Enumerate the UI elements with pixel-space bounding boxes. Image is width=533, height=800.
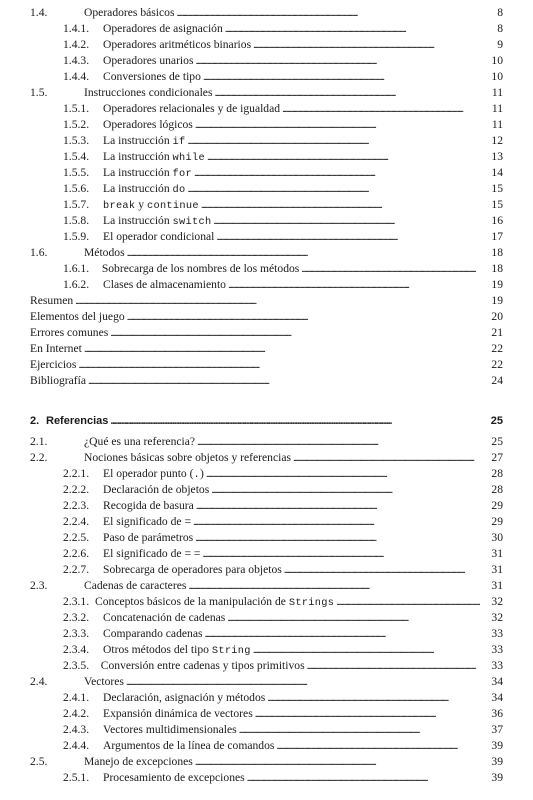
- toc-entry-title: Vectores multidimensionales: [103, 723, 237, 736]
- toc-entry-page: 34: [491, 691, 503, 704]
- toc-entry-title: Operadores aritméticos binarios: [103, 38, 252, 51]
- toc-entry-page: 33: [491, 643, 503, 656]
- toc-entry-title: Vectores: [84, 675, 124, 688]
- toc-entry-page: 22: [491, 342, 503, 355]
- toc-entry-title: Declaración, asignación y métodos: [103, 691, 266, 704]
- dot-leader: [228, 277, 475, 293]
- toc-entry-page: 31: [491, 563, 503, 576]
- dot-leader: [75, 293, 475, 309]
- toc-entry: [30, 293, 503, 309]
- dot-leader: [284, 562, 475, 578]
- toc-entry: [63, 738, 503, 754]
- toc-entry-title: La instrucción switch: [103, 214, 212, 228]
- toc-entry-title: El significado de =: [103, 515, 191, 528]
- toc-entry: [63, 277, 503, 293]
- toc-entry-page: 12: [491, 134, 503, 147]
- toc-entry-title: Clases de almacenamiento: [103, 278, 226, 291]
- toc-entry-title: La instrucción while: [103, 150, 205, 164]
- toc-entry-title: Errores comunes: [30, 326, 109, 339]
- toc-entry-number: 1.5.8.: [63, 214, 90, 227]
- dot-leader: [195, 530, 475, 546]
- dot-leader: [293, 450, 475, 466]
- toc-entry-number: 2.4.4.: [63, 739, 90, 752]
- dot-leader: [216, 229, 475, 245]
- toc-entry-number: 1.4.1.: [63, 22, 90, 35]
- toc-entry-title: Resumen: [30, 294, 74, 307]
- toc-entry-page: 18: [491, 246, 503, 259]
- dot-leader: [194, 165, 475, 181]
- toc-entry-page: 39: [491, 739, 503, 752]
- dot-leader: [282, 101, 475, 117]
- dot-leader: [253, 37, 475, 53]
- toc-entry-number: 2.2.2.: [63, 483, 90, 496]
- toc-entry-page: 28: [491, 467, 503, 480]
- toc-entry-title: Métodos: [84, 246, 125, 259]
- toc-entry-title: Manejo de excepciones: [84, 755, 193, 768]
- toc-entry-number: 1.4.: [30, 6, 48, 19]
- toc-entry-title: Conversión entre cadenas y tipos primitivos: [100, 659, 305, 672]
- toc-entry: [30, 325, 503, 341]
- toc-entry-page: 28: [491, 483, 503, 496]
- toc-entry-number: 2.3.2.: [63, 611, 90, 624]
- dot-leader: [78, 357, 475, 373]
- toc-entry-page: 21: [491, 326, 503, 339]
- toc-entry: [63, 546, 503, 562]
- toc-entry: [63, 530, 503, 546]
- dot-leader: [197, 434, 475, 450]
- dot-leader: [188, 133, 475, 149]
- dot-leader: [203, 69, 475, 85]
- dot-leader: [276, 738, 475, 754]
- toc-entry-title: En Internet: [30, 342, 82, 355]
- toc-entry-page: 11: [491, 102, 503, 115]
- toc-entry: [63, 37, 503, 53]
- toc-entry: [30, 754, 503, 770]
- toc-entry-title: Conversiones de tipo: [103, 70, 201, 83]
- toc-entry-page: 37: [491, 723, 503, 736]
- toc-entry-title: Sobrecarga de los nombres de los métodos: [101, 262, 300, 275]
- toc-entry-page: 39: [491, 771, 503, 784]
- toc-entry: [63, 21, 503, 37]
- toc-entry-title: Referencias: [46, 415, 109, 427]
- toc-entry-number: 1.5.5.: [63, 166, 90, 179]
- toc-entry-title: Otros métodos del tipo String: [103, 643, 251, 657]
- dot-leader: [110, 413, 475, 429]
- dot-leader: [193, 514, 475, 530]
- toc-entry-number: 2.3.1.: [63, 595, 90, 608]
- toc-entry-page: 8: [497, 22, 503, 35]
- toc-entry-title: Elementos del juego: [30, 310, 125, 323]
- toc-entry-page: 27: [491, 451, 503, 464]
- dot-leader: [225, 21, 475, 37]
- toc-entry: [63, 261, 503, 277]
- toc-entry-number: 2.4.: [30, 675, 48, 688]
- toc-entry-number: 2.2.: [30, 451, 48, 464]
- toc-entry-number: 2.: [30, 415, 40, 427]
- toc-entry: [63, 514, 503, 530]
- dot-leader: [188, 578, 475, 594]
- toc-entry-title: break y continue: [103, 198, 199, 212]
- toc-entry-title: Operadores de asignación: [103, 22, 223, 35]
- toc-entry-number: 2.3.3.: [63, 627, 90, 640]
- dot-leader: [255, 706, 475, 722]
- dot-leader: [211, 482, 475, 498]
- dot-leader: [267, 690, 475, 706]
- toc-entry-page: 25: [491, 435, 503, 448]
- toc-entry-number: 1.5.3.: [63, 134, 90, 147]
- dot-leader: [126, 674, 475, 690]
- toc-entry-page: 10: [491, 54, 503, 67]
- toc-entry-title: Comparando cadenas: [103, 627, 203, 640]
- toc-entry-title: Recogida de basura: [103, 499, 194, 512]
- toc-entry-title: La instrucción do: [103, 182, 186, 196]
- toc-entry-page: 33: [491, 627, 503, 640]
- toc-entry: [63, 213, 503, 229]
- toc-entry-number: 2.5.1.: [63, 771, 90, 784]
- dot-leader: [84, 341, 475, 357]
- toc-entry-title: Procesamiento de excepciones: [103, 771, 245, 784]
- toc-entry-title: Sobrecarga de operadores para objetos: [103, 563, 282, 576]
- toc-entry: [30, 85, 503, 101]
- toc-entry-title: Conceptos básicos de la manipulación de Strings: [95, 595, 335, 609]
- dot-leader: [207, 149, 475, 165]
- toc-entry-number: 2.4.3.: [63, 723, 90, 736]
- toc-entry-title: ¿Qué es una referencia?: [84, 435, 196, 448]
- toc-entry-number: 1.6.: [30, 246, 48, 259]
- toc-entry-number: 1.5.: [30, 86, 48, 99]
- dot-leader: [247, 770, 475, 786]
- dot-leader: [188, 181, 475, 197]
- dot-leader: [204, 626, 475, 642]
- toc-entry-number: 2.2.4.: [63, 515, 90, 528]
- dot-leader: [253, 642, 475, 658]
- toc-entry-page: 9: [497, 38, 503, 51]
- toc-entry-title: Cadenas de caracteres: [84, 579, 187, 592]
- toc-entry-title: Concatenación de cadenas: [103, 611, 226, 624]
- toc-entry-page: 30: [491, 531, 503, 544]
- toc-entry-number: 1.4.2.: [63, 38, 90, 51]
- toc-entry-page: 13: [491, 150, 503, 163]
- dot-leader: [336, 594, 480, 610]
- toc-entry-page: 25: [490, 415, 503, 427]
- toc-entry-page: 16: [491, 214, 503, 227]
- toc-entry: [63, 594, 503, 610]
- toc-entry-number: 1.4.3.: [63, 54, 90, 67]
- toc-entry-number: 1.5.4.: [63, 150, 90, 163]
- toc-entry-page: 22: [491, 358, 503, 371]
- toc-entry: [63, 626, 503, 642]
- toc-entry-title: Operadores unarios: [103, 54, 194, 67]
- toc-entry-title: Paso de parámetros: [103, 531, 194, 544]
- toc-entry: [63, 722, 503, 738]
- toc-entry-title: Ejercicios: [30, 358, 77, 371]
- toc-entry-page: 24: [491, 374, 503, 387]
- toc-entry: [30, 434, 503, 450]
- toc-entry-number: 2.2.6.: [63, 547, 90, 560]
- toc-entry-title: Argumentos de la línea de comandos: [103, 739, 275, 752]
- dot-leader: [195, 53, 475, 69]
- toc-entry-title: La instrucción if: [103, 134, 186, 148]
- toc-entry-title: El operador punto (.): [103, 467, 204, 481]
- toc-entry-number: 1.5.2.: [63, 118, 90, 131]
- toc-entry-title: El significado de = =: [103, 547, 201, 560]
- toc-entry-page: 19: [491, 278, 503, 291]
- toc-entry: [63, 69, 503, 85]
- toc-entry: [30, 413, 503, 429]
- toc-entry-title: Operadores básicos: [84, 6, 175, 19]
- dot-leader: [307, 658, 477, 674]
- toc-entry-title: Bibliografía: [30, 374, 87, 387]
- toc-entry: [63, 690, 503, 706]
- dot-leader: [196, 498, 475, 514]
- toc-entry: [30, 674, 503, 690]
- toc-entry: [30, 341, 503, 357]
- toc-entry-title: Expansión dinámica de vectores: [103, 707, 253, 720]
- toc-entry-number: 1.4.4.: [63, 70, 90, 83]
- toc-entry-page: 32: [491, 611, 503, 624]
- toc-entry: [63, 562, 503, 578]
- toc-entry-number: 2.2.5.: [63, 531, 90, 544]
- toc-entry-page: 34: [491, 675, 503, 688]
- toc-entry-page: 32: [491, 595, 503, 608]
- toc-entry-number: 1.5.9.: [63, 230, 90, 243]
- dot-leader: [127, 245, 475, 261]
- toc-entry: [63, 101, 503, 117]
- toc-entry-page: 29: [491, 499, 503, 512]
- dot-leader: [213, 213, 475, 229]
- toc-entry: [63, 117, 503, 133]
- toc-entry-number: 2.3.5.: [63, 659, 90, 672]
- toc-entry: [63, 133, 503, 149]
- toc-entry: [63, 642, 503, 658]
- dot-leader: [227, 610, 475, 626]
- toc-entry: [30, 357, 503, 373]
- dot-leader: [201, 197, 475, 213]
- toc-entry-title: Instrucciones condicionales: [84, 86, 213, 99]
- toc-entry: [63, 53, 503, 69]
- toc-entry-number: 2.2.7.: [63, 563, 90, 576]
- toc-entry-number: 2.2.3.: [63, 499, 90, 512]
- dot-leader: [127, 309, 475, 325]
- toc-entry: [63, 149, 503, 165]
- toc-entry: [63, 498, 503, 514]
- dot-leader: [88, 373, 475, 389]
- toc-entry: [63, 658, 503, 674]
- toc-entry: [63, 466, 503, 482]
- toc-entry-page: 14: [491, 166, 503, 179]
- toc-entry-page: 18: [491, 262, 503, 275]
- toc-entry-number: 2.4.2.: [63, 707, 90, 720]
- toc-entry: [30, 309, 503, 325]
- toc-entry-title: Nociones básicas sobre objetos y referencias: [84, 451, 292, 464]
- toc-entry-page: 15: [491, 198, 503, 211]
- toc-entry-page: 31: [491, 547, 503, 560]
- toc-entry-title: La instrucción for: [103, 166, 192, 180]
- toc-entry-page: 31: [491, 579, 503, 592]
- toc-entry: [63, 165, 503, 181]
- dot-leader: [202, 546, 475, 562]
- toc-entry-number: 2.3.4.: [63, 643, 90, 656]
- toc-entry-title: Declaración de objetos: [103, 483, 210, 496]
- dot-leader: [239, 722, 475, 738]
- toc-entry-number: 2.5.: [30, 755, 48, 768]
- toc-entry-title: Operadores relacionales y de igualdad: [103, 102, 281, 115]
- toc-entry-page: 20: [491, 310, 503, 323]
- toc-entry-number: 2.3.: [30, 579, 48, 592]
- dot-leader: [195, 754, 475, 770]
- toc-entry-page: 17: [491, 230, 503, 243]
- toc-entry-page: 8: [497, 6, 503, 19]
- toc-entry-number: 2.1.: [30, 435, 48, 448]
- toc-entry: [63, 610, 503, 626]
- toc-entry: [63, 482, 503, 498]
- toc-entry-number: 1.5.7.: [63, 198, 90, 211]
- toc-entry: [30, 245, 503, 261]
- dot-leader: [176, 5, 475, 21]
- toc-entry-number: 2.4.1.: [63, 691, 90, 704]
- toc-entry-page: 11: [491, 86, 503, 99]
- dot-leader: [214, 85, 475, 101]
- toc-entry: [63, 229, 503, 245]
- toc-entry-page: 11: [491, 118, 503, 131]
- toc-entry-number: 1.5.6.: [63, 182, 90, 195]
- toc-entry-page: 36: [491, 707, 503, 720]
- toc-entry: [63, 770, 503, 786]
- toc-entry-number: 1.6.2.: [63, 278, 90, 291]
- toc-entry: [30, 373, 503, 389]
- dot-leader: [195, 117, 475, 133]
- dot-leader: [301, 261, 475, 277]
- toc-entry-number: 1.5.1.: [63, 102, 90, 115]
- toc-entry: [30, 450, 503, 466]
- toc-entry-page: 10: [491, 70, 503, 83]
- toc-entry-page: 15: [491, 182, 503, 195]
- toc-entry: [63, 706, 503, 722]
- toc-entry-title: Operadores lógicos: [103, 118, 193, 131]
- dot-leader: [110, 325, 475, 341]
- dot-leader: [206, 466, 475, 482]
- toc-entry: [30, 5, 503, 21]
- toc-entry-title: El operador condicional: [103, 230, 215, 243]
- toc-entry-number: 1.6.1.: [63, 262, 90, 275]
- toc-entry-page: 29: [491, 515, 503, 528]
- toc-entry: [30, 578, 503, 594]
- toc-entry-page: 19: [491, 294, 503, 307]
- toc-entry-page: 33: [491, 659, 503, 672]
- toc-entry: [63, 197, 503, 213]
- toc-entry: [63, 181, 503, 197]
- toc-entry-number: 2.2.1.: [63, 467, 90, 480]
- toc-entry-page: 39: [491, 755, 503, 768]
